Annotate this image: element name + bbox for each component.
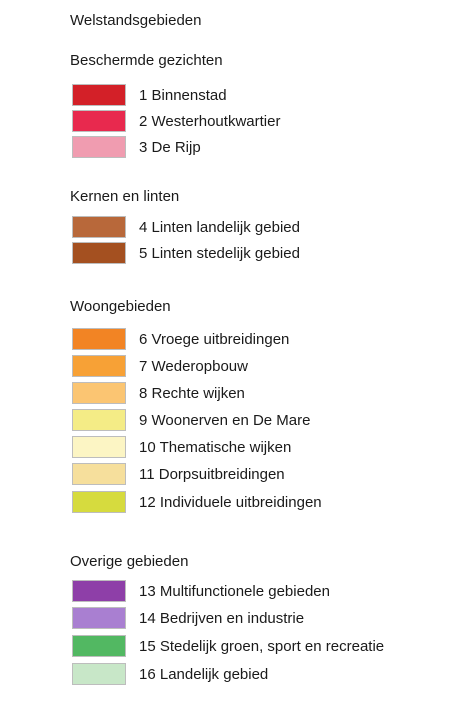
legend-item — [72, 214, 300, 240]
legend-swatch — [72, 663, 126, 685]
legend-swatch — [72, 242, 126, 264]
legend-swatch — [72, 328, 126, 350]
legend-swatch — [72, 580, 126, 602]
legend-item-label: 8 Rechte wijken — [139, 384, 245, 402]
legend-swatch — [72, 382, 126, 404]
legend-item — [72, 489, 322, 515]
legend-swatch — [72, 136, 126, 158]
legend-swatch — [72, 463, 126, 485]
legend-item — [72, 240, 300, 266]
legend-item — [72, 353, 248, 379]
legend-swatch — [72, 607, 126, 629]
legend-item-label: 7 Wederopbouw — [139, 357, 248, 375]
legend-item-label: 6 Vroege uitbreidingen — [139, 330, 290, 348]
legend-swatch — [72, 635, 126, 657]
legend-swatch — [72, 491, 126, 513]
legend-item — [72, 326, 289, 352]
legend-title: Welstandsgebieden — [70, 12, 202, 29]
legend-swatch — [72, 409, 126, 431]
legend-item-label: 5 Linten stedelijk gebied — [139, 244, 300, 262]
legend-item — [72, 633, 384, 659]
legend-item — [72, 407, 310, 433]
legend-item — [72, 82, 227, 108]
legend-item — [72, 661, 268, 687]
legend-item-label: 11 Dorpsuitbreidingen — [139, 465, 285, 483]
legend-swatch — [72, 84, 126, 106]
legend-swatch — [72, 110, 126, 132]
legend-item-label: 12 Individuele uitbreidingen — [139, 493, 322, 511]
legend-item-label: 16 Landelijk gebied — [139, 665, 269, 683]
legend-item-label: 3 De Rijp — [139, 138, 201, 156]
legend-item — [72, 108, 280, 134]
legend-item — [72, 461, 285, 487]
legend-item — [72, 434, 291, 460]
legend-item-label: 15 Stedelijk groen, sport en recreatie — [139, 637, 385, 655]
legend-item — [72, 134, 201, 160]
legend-swatch — [72, 436, 126, 458]
legend-item — [72, 380, 245, 406]
legend-swatch — [72, 216, 126, 238]
legend-item-label: 9 Woonerven en De Mare — [139, 411, 311, 429]
legend-item-label: 10 Thematische wijken — [139, 438, 292, 456]
legend-item-label: 1 Binnenstad — [139, 86, 227, 104]
legend-group-heading: Beschermde gezichten — [70, 52, 223, 69]
legend-swatch — [72, 355, 126, 377]
legend-item-label: 14 Bedrijven en industrie — [139, 609, 305, 627]
legend-item-label: 2 Westerhoutkwartier — [139, 112, 281, 130]
legend-group-heading: Overige gebieden — [70, 553, 189, 570]
legend-item — [72, 578, 330, 604]
legend-item-label: 4 Linten landelijk gebied — [139, 218, 300, 236]
legend-item-label: 13 Multifunctionele gebieden — [139, 582, 330, 600]
legend-item — [72, 605, 304, 631]
legend-group-heading: Woongebieden — [70, 298, 171, 315]
legend-group-heading: Kernen en linten — [70, 188, 180, 205]
